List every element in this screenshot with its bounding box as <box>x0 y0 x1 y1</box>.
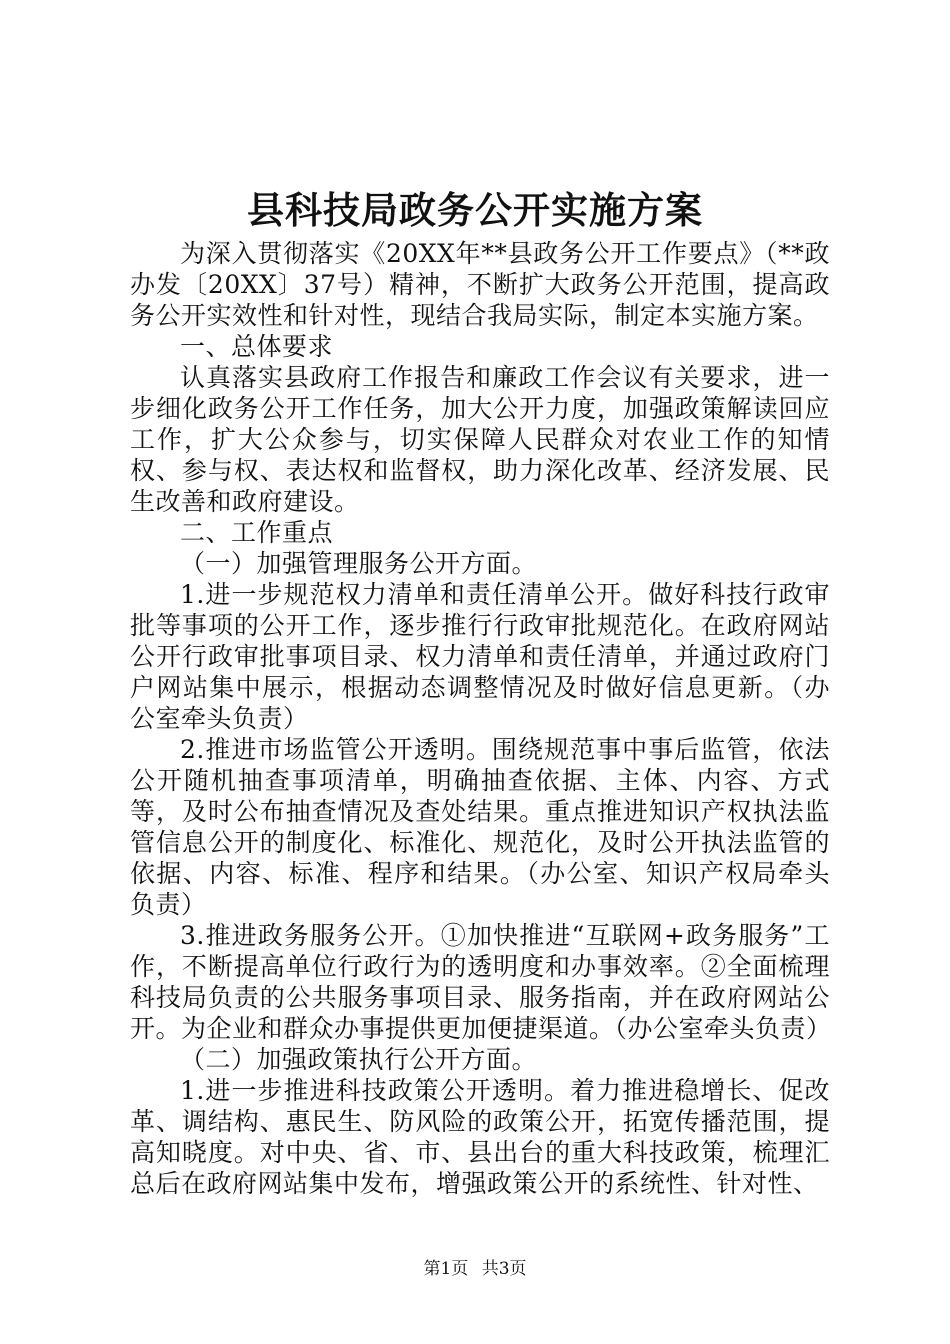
item-paragraph-2: 2.推进市场监管公开透明。围绕规范事中事后监管，依法公开随机抽查事项清单，明确抽查依据、主体、内容、方式等，及时公布抽查情况及查处结果。重点推进知识产权执法监管信息公开的制度化、标准化、规范化，及时公开执法监管的依据、内容、标准、程序和结果。（办公室、知识产权局牵头负责） <box>130 735 830 919</box>
page-footer <box>0 1258 950 1280</box>
policy-paragraph-1: 1.进一步推进科技政策公开透明。着力推进稳增长、促改革、调结构、惠民生、防风险的政策公开，拓宽传播范围，提高知晓度。对中央、省、市、县出台的重大科技政策，梳理汇总后在政府网站集中发布，增强政策公开的系统性、针对性、 <box>130 1076 830 1198</box>
item-paragraph-3: 3.推进政务服务公开。①加快推进“互联网+政务服务”工作，不断提高单位行政行为的透明度和办事效率。②全面梳理科技局负责的公共服务事项目录、服务指南，并在政府网站公开。为企业和群众办事提供更加便捷渠道。（办公室牵头负责） <box>130 921 832 1043</box>
page-total: 共3页 <box>481 1259 527 1279</box>
section-heading-key-work: 二、工作重点 <box>180 518 334 547</box>
subsection-heading-policy: （二）加强政策执行公开方面。 <box>180 1045 538 1074</box>
document-body <box>130 238 830 1199</box>
document-title: 县科技局政务公开实施方案 <box>247 188 703 232</box>
intro-paragraph: 为深入贯彻落实《20XX年**县政务公开工作要点》（**政办发〔20XX〕37号）精神，不断扩大政务公开范围，提高政务公开实效性和针对性，现结合我局实际，制定本实施方案。 <box>130 239 830 330</box>
general-requirements-paragraph: 认真落实县政府工作报告和廉政工作会议有关要求，进一步细化政务公开工作任务，加大公开力度，加强政策解读回应工作，扩大公众参与，切实保障人民群众对农业工作的知情权、参与权、表达权和监督权，助力深化改革、经济发展、民生改善和政府建设。 <box>130 363 830 516</box>
subsection-heading-management: （一）加强管理服务公开方面。 <box>180 549 538 578</box>
section-heading-general: 一、总体要求 <box>180 332 334 361</box>
page-number: 第1页 <box>423 1259 469 1279</box>
item-paragraph-1: 1.进一步规范权力清单和责任清单公开。做好科技行政审批等事项的公开工作，逐步推行行政审批规范化。在政府网站公开行政审批事项目录、权力清单和责任清单，并通过政府门户网站集中展示，根据动态调整情况及时做好信息更新。（办公室牵头负责） <box>130 580 830 733</box>
